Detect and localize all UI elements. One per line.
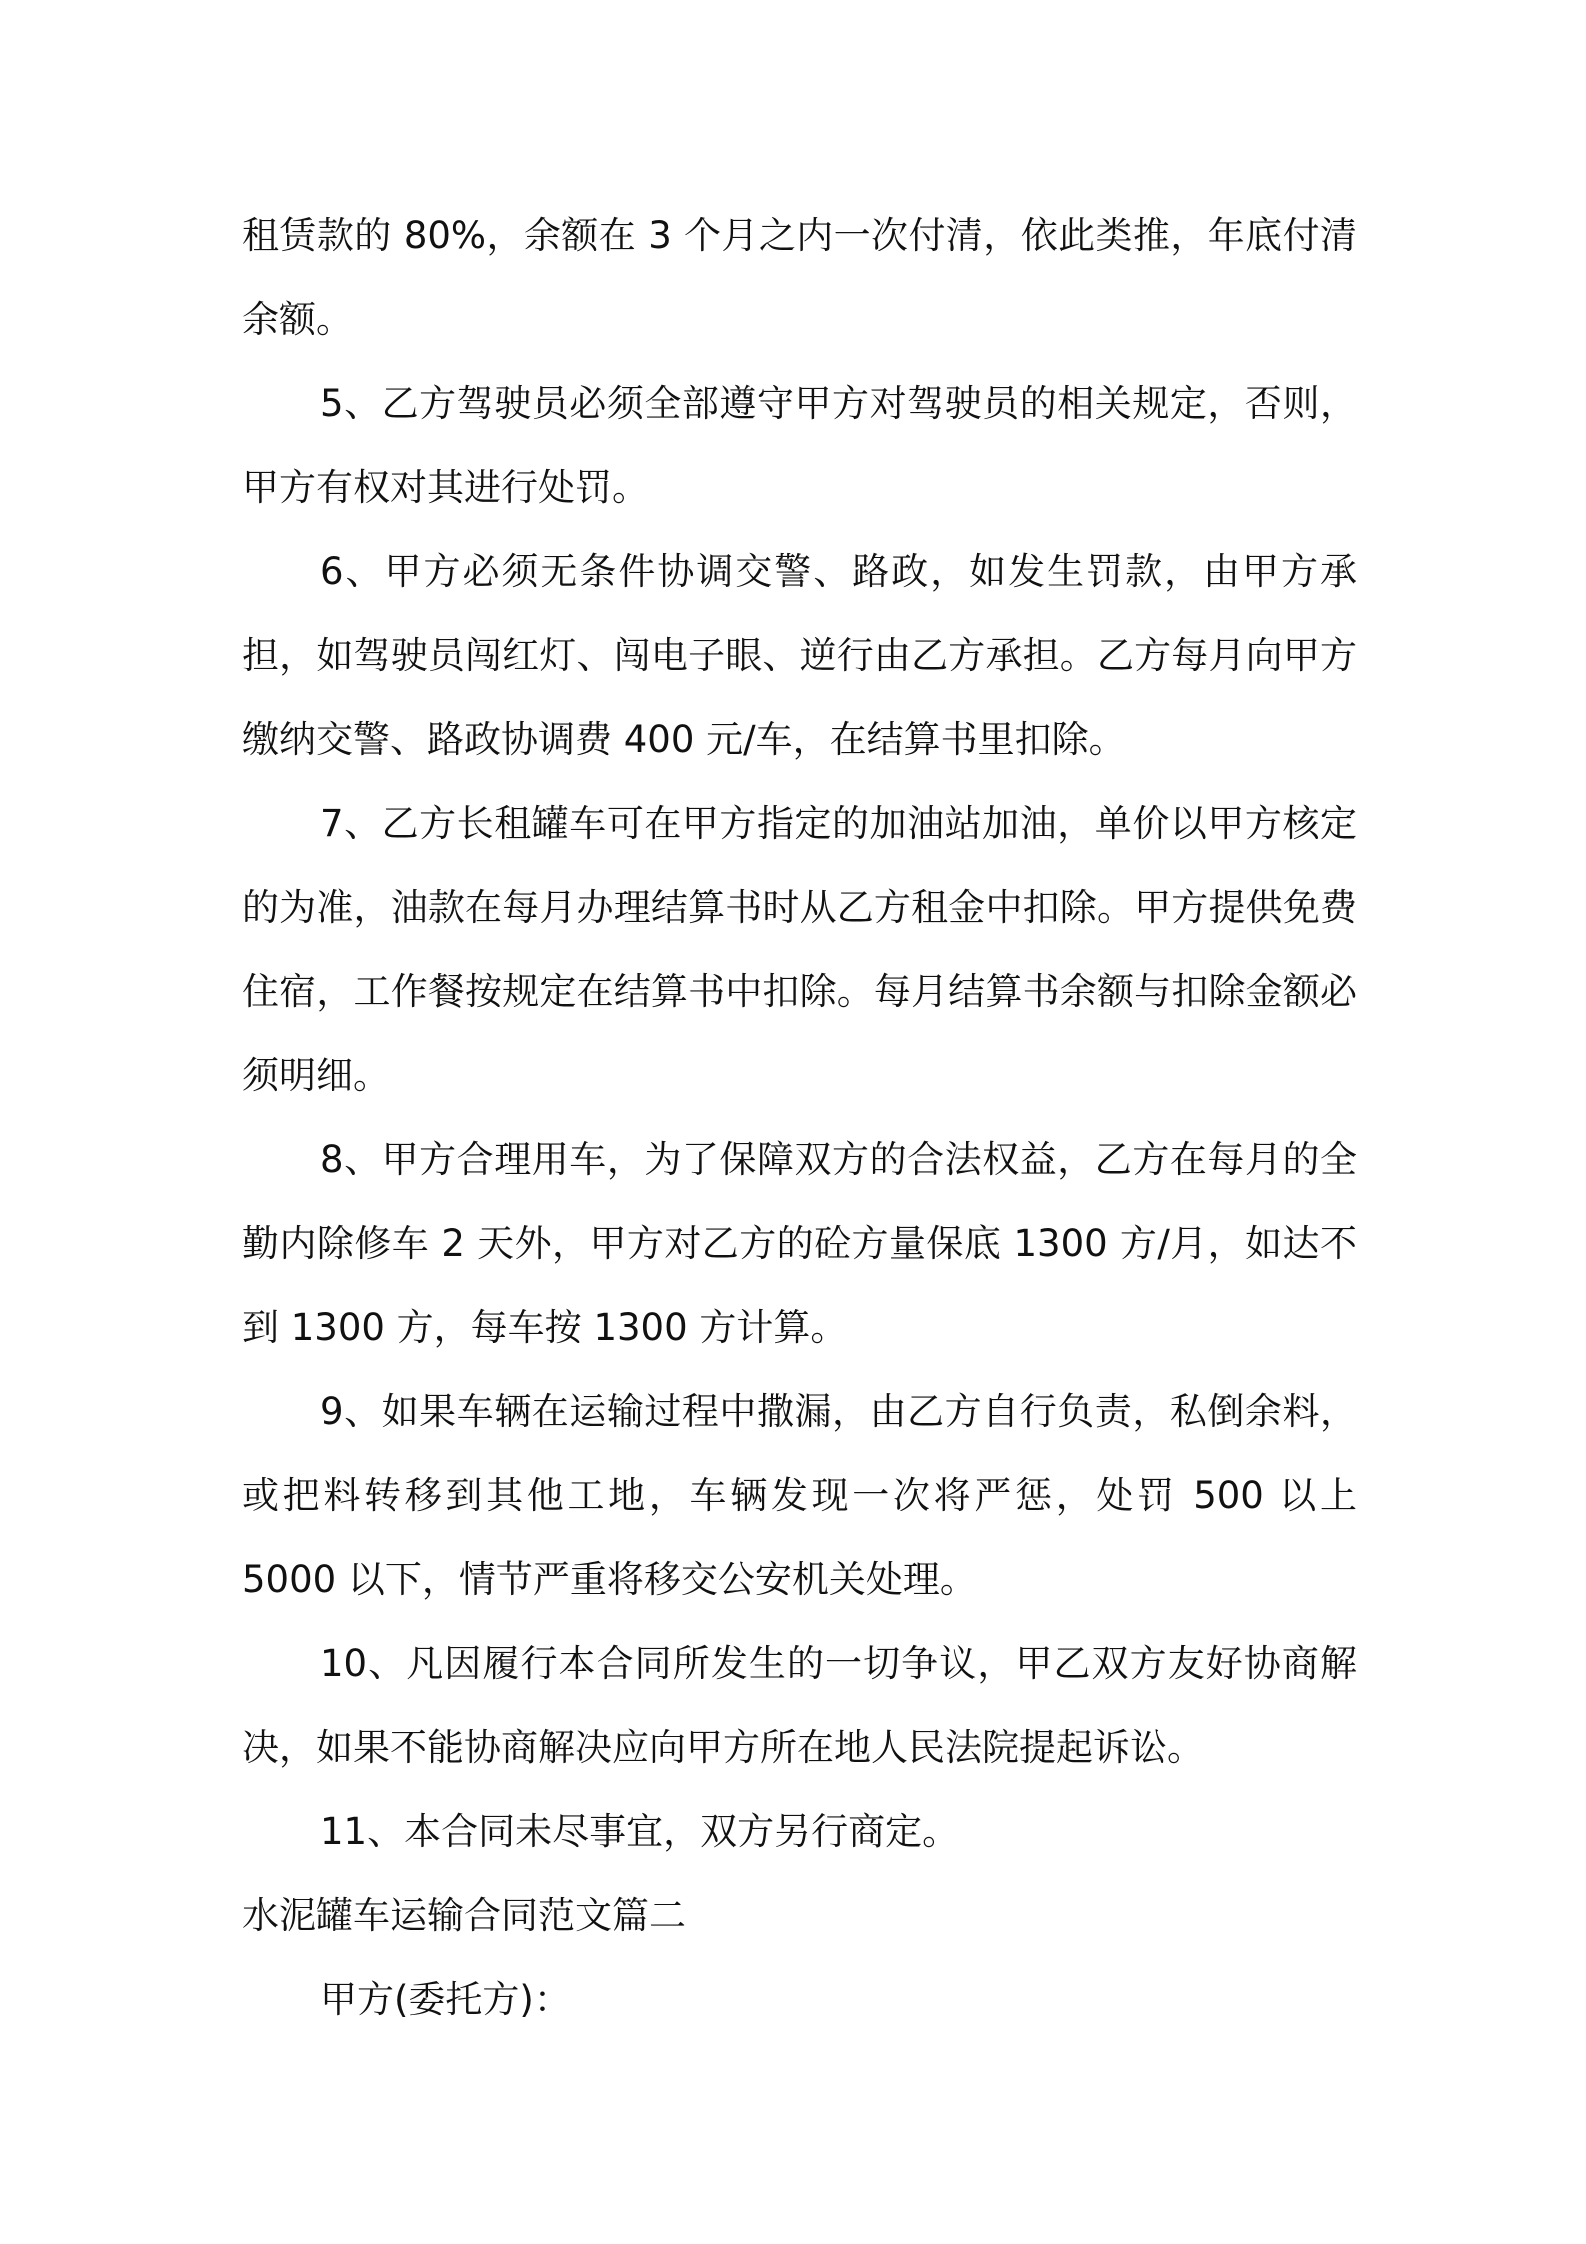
party-a-label: 甲方(委托方)： [320,1978,571,2021]
section-title: 水泥罐车运输合同范文篇二 [242,1894,686,1937]
clause-7: 7、乙方长租罐车可在甲方指定的加油站加油，单价以甲方核定的为准，油款在每月办理结算书时从乙方租金中扣除。甲方提供免费住宿，工作餐按规定在结算书中扣除。每月结算书余额与扣除金额必须明细。 [242,802,1357,1097]
clause-10: 10、凡因履行本合同所发生的一切争议，甲乙双方友好协商解决，如果不能协商解决应向甲方所在地人民法院提起诉讼。 [242,1642,1357,1769]
document-body [242,194,1357,2042]
clause-5: 5、乙方驾驶员必须全部遵守甲方对驾驶员的相关规定，否则，甲方有权对其进行处罚。 [242,382,1357,509]
clause-6: 6、甲方必须无条件协调交警、路政，如发生罚款，由甲方承担，如驾驶员闯红灯、闯电子眼、逆行由乙方承担。乙方每月向甲方缴纳交警、路政协调费 400 元/车，在结算书里扣除。 [242,550,1357,761]
clause-11: 11、本合同未尽事宜，双方另行商定。 [320,1810,960,1853]
clause-9: 9、如果车辆在运输过程中撒漏，由乙方自行负责，私倒余料，或把料转移到其他工地，车辆发现一次将严惩，处罚 500 以上 5000 以下，情节严重将移交公安机关处理。 [242,1390,1357,1601]
paragraph-continuation: 租赁款的 80%，余额在 3 个月之内一次付清，依此类推，年底付清余额。 [242,214,1357,341]
clause-8: 8、甲方合理用车，为了保障双方的合法权益，乙方在每月的全勤内除修车 2 天外，甲方对乙方的砼方量保底 1300 方/月，如达不到 1300 方，每车按 1300 方计算。 [242,1138,1357,1349]
